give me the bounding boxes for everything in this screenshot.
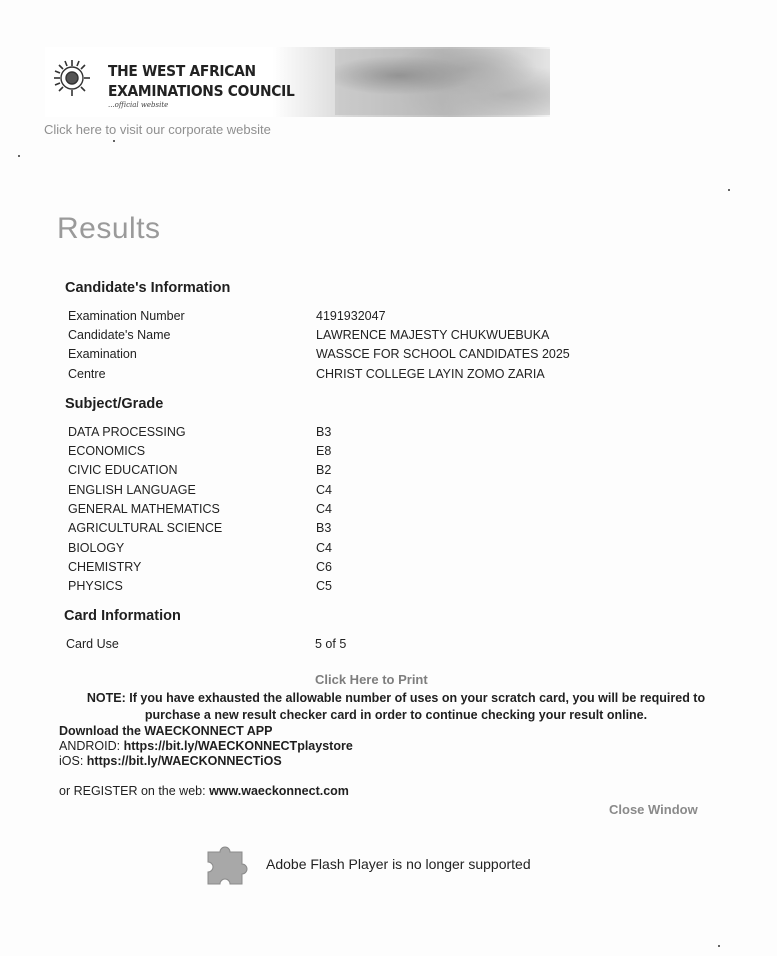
- corporate-website-link[interactable]: Click here to visit our corporate website: [44, 122, 271, 137]
- close-window-link[interactable]: Close Window: [609, 802, 698, 817]
- card-use-value: 5 of 5: [315, 637, 347, 651]
- examination-value: WASSCE FOR SCHOOL CANDIDATES 2025: [316, 347, 570, 361]
- subject-grade: B2: [316, 463, 332, 477]
- field-label: Centre: [68, 367, 106, 381]
- candidate-info-heading: Candidate's Information: [65, 280, 231, 296]
- subject-name: GENERAL MATHEMATICS: [68, 502, 220, 516]
- android-line: [59, 739, 353, 753]
- scan-speck: [728, 189, 730, 191]
- org-name-line1: THE WEST AFRICAN: [108, 62, 256, 80]
- download-heading: Download the WAECKONNECT APP: [59, 724, 273, 738]
- card-use-label: Card Use: [66, 637, 119, 651]
- subject-name: DATA PROCESSING: [68, 425, 186, 439]
- field-label: Examination Number: [68, 309, 185, 323]
- register-line: [59, 784, 349, 798]
- subject-name: ECONOMICS: [68, 444, 146, 458]
- ios-label: iOS:: [59, 754, 87, 768]
- banner-photo: [335, 49, 550, 115]
- scan-speck: [113, 140, 115, 142]
- subject-grade: B3: [316, 521, 332, 535]
- android-link[interactable]: https://bit.ly/WAECKONNECTplaystore: [123, 739, 353, 753]
- note-text: [60, 690, 732, 724]
- card-info-heading: Card Information: [64, 608, 181, 624]
- subject-name: BIOLOGY: [68, 541, 125, 555]
- scan-speck: [18, 155, 20, 157]
- scan-speck: [718, 945, 720, 947]
- subject-grade-heading: Subject/Grade: [65, 396, 164, 412]
- note-prefix: NOTE:: [86, 691, 126, 705]
- subject-grade: C5: [316, 579, 332, 593]
- subject-grade: C4: [316, 483, 332, 497]
- ios-line: [59, 754, 282, 768]
- subject-grade: C4: [316, 502, 332, 516]
- subject-name: AGRICULTURAL SCIENCE: [68, 521, 223, 535]
- note-body: If you have exhausted the allowable number of uses on your scratch card, you will be required to purchase a new result checker card in order to continue checking your result online.: [129, 691, 706, 722]
- field-label: Examination: [68, 347, 137, 361]
- waec-logo-icon: [52, 58, 92, 98]
- centre-value: CHRIST COLLEGE LAYIN ZOMO ZARIA: [316, 367, 545, 381]
- field-label: Candidate's Name: [68, 328, 171, 342]
- subject-grade: C6: [316, 560, 332, 574]
- subject-name: CIVIC EDUCATION: [68, 463, 178, 477]
- subject-name: ENGLISH LANGUAGE: [68, 483, 196, 497]
- subject-name: CHEMISTRY: [68, 560, 142, 574]
- flash-unsupported-message: Adobe Flash Player is no longer supported: [266, 856, 531, 872]
- register-label: or REGISTER on the web:: [59, 784, 210, 798]
- android-label: ANDROID:: [59, 739, 124, 753]
- org-name-line2: EXAMINATIONS COUNCIL: [108, 82, 295, 100]
- subject-name: PHYSICS: [68, 579, 123, 593]
- register-link[interactable]: www.waeckonnect.com: [209, 784, 349, 798]
- subject-grade: B3: [316, 425, 332, 439]
- subject-grade: C4: [316, 541, 332, 555]
- plugin-puzzle-icon: [204, 840, 252, 886]
- print-link[interactable]: Click Here to Print: [315, 672, 428, 687]
- subject-grade: E8: [316, 444, 332, 458]
- ios-link[interactable]: https://bit.ly/WAECKONNECTiOS: [86, 754, 282, 768]
- page-title: Results: [57, 212, 161, 245]
- official-website-tag: ...official website: [108, 101, 169, 109]
- examination-number-value: 4191932047: [316, 309, 386, 323]
- candidate-name-value: LAWRENCE MAJESTY CHUKWUEBUKA: [316, 328, 550, 342]
